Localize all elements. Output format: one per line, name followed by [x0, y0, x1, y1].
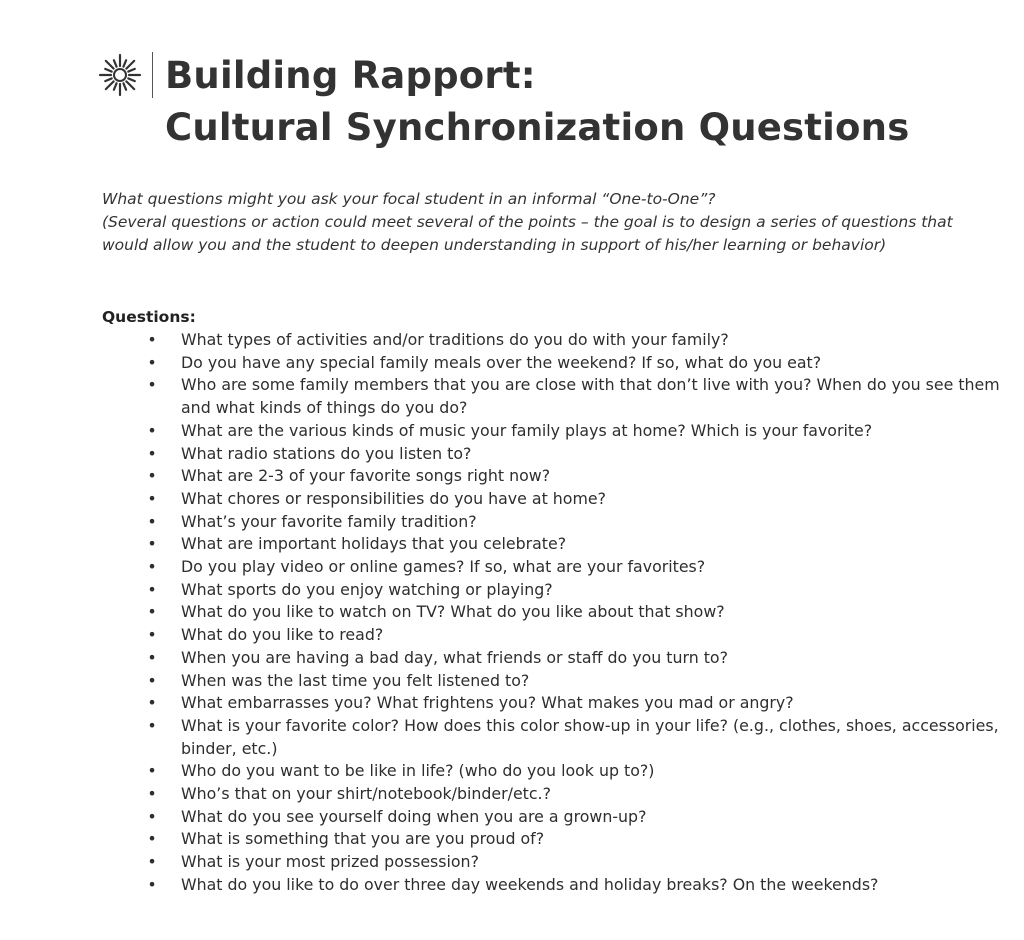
bullet-icon: •	[147, 579, 157, 599]
bullet-icon: •	[147, 670, 157, 690]
bullet-icon: •	[147, 488, 157, 508]
logo-ray	[128, 69, 134, 72]
question-text: What are the various kinds of music your family plays at home? Which is your favorite?	[181, 420, 873, 440]
title-line-2: Cultural Synchronization Questions	[165, 106, 910, 149]
question-text: What do you like to do over three day weekends and holiday breaks? On the weekends?	[181, 874, 879, 894]
bullet-icon: •	[147, 330, 157, 349]
question-text: Who are some family members that you are close with that don’t live with you? When do you see them and what kinds of things do you do?	[181, 375, 1000, 418]
question-text: What chores or responsibilities do you have at home?	[181, 488, 606, 508]
question-item	[102, 374, 1002, 419]
question-item	[102, 579, 1002, 602]
bullet-icon: •	[147, 511, 157, 531]
intro-line-2: (Several questions or action could meet several of the points – the goal is to design a series of questions that would allow you and the student to deepen understanding in support of his/her learning or behavior)	[102, 213, 953, 254]
question-text: When you are having a bad day, what friends or staff do you turn to?	[181, 647, 728, 667]
question-text: What is something that you are you proud of?	[181, 829, 545, 849]
question-item	[102, 828, 1002, 851]
question-item	[102, 715, 1002, 760]
document-header	[98, 50, 909, 154]
question-text: What are important holidays that you celebrate?	[181, 534, 567, 554]
question-text: What types of activities and/or traditions do you do with your family?	[181, 330, 729, 349]
question-item	[102, 806, 1002, 829]
question-item	[102, 329, 1002, 352]
question-text: What do you see yourself doing when you are a grown-up?	[181, 806, 647, 826]
logo-ray	[126, 81, 134, 89]
intro-paragraph	[102, 188, 1002, 257]
bullet-icon: •	[147, 852, 157, 872]
logo-ray	[123, 60, 126, 66]
bullet-icon: •	[147, 761, 157, 781]
bullet-icon: •	[147, 375, 157, 395]
questions-list	[102, 329, 1002, 897]
question-item	[102, 624, 1002, 647]
logo-ray	[105, 78, 111, 81]
question-text: What sports do you enjoy watching or playing?	[181, 579, 553, 599]
bullet-icon: •	[147, 829, 157, 849]
question-text: What is your most prized possession?	[181, 852, 479, 872]
question-item	[102, 443, 1002, 466]
title-line-1: Building Rapport:	[165, 54, 536, 97]
question-item	[102, 352, 1002, 375]
bullet-icon: •	[147, 534, 157, 554]
question-text: What are 2-3 of your favorite songs right now?	[181, 466, 551, 486]
question-text: What radio stations do you listen to?	[181, 443, 472, 463]
question-text: Who do you want to be like in life? (who do you look up to?)	[181, 761, 655, 781]
bullet-icon: •	[147, 602, 157, 622]
question-text: When was the last time you felt listened to?	[181, 670, 530, 690]
question-item	[102, 511, 1002, 534]
bullet-icon: •	[147, 557, 157, 577]
bullet-icon: •	[147, 806, 157, 826]
question-item	[102, 670, 1002, 693]
logo-ray	[123, 83, 126, 89]
header-divider	[152, 52, 153, 98]
question-text: Who’s that on your shirt/notebook/binder/etc.?	[181, 784, 551, 804]
intro-line-1: What questions might you ask your focal student in an informal “One-to-One”?	[102, 190, 716, 208]
question-item	[102, 488, 1002, 511]
bullet-icon: •	[147, 693, 157, 713]
bullet-icon: •	[147, 715, 157, 735]
question-text: What do you like to read?	[181, 625, 384, 645]
question-item	[102, 760, 1002, 783]
page-title	[165, 50, 909, 154]
question-item	[102, 420, 1002, 443]
logo-ray	[105, 69, 111, 72]
question-item	[102, 783, 1002, 806]
bullet-icon: •	[147, 420, 157, 440]
question-text: What is your favorite color? How does this color show-up in your life? (e.g., clothes, shoes, accessories, binder, etc.)	[181, 715, 999, 758]
question-item	[102, 851, 1002, 874]
question-item	[102, 465, 1002, 488]
question-text: What do you like to watch on TV? What do you like about that show?	[181, 602, 725, 622]
question-text: Do you have any special family meals over the weekend? If so, what do you eat?	[181, 352, 822, 372]
question-item	[102, 874, 1002, 897]
logo-ray	[126, 61, 134, 69]
question-text: What embarrasses you? What frightens you? What makes you mad or angry?	[181, 693, 794, 713]
logo-ray	[106, 61, 114, 69]
question-item	[102, 647, 1002, 670]
sunburst-icon	[98, 53, 142, 97]
question-item	[102, 601, 1002, 624]
question-item	[102, 692, 1002, 715]
logo-ray	[128, 78, 134, 81]
bullet-icon: •	[147, 784, 157, 804]
logo-ray	[114, 60, 117, 66]
logo-ray	[114, 83, 117, 89]
question-item	[102, 533, 1002, 556]
bullet-icon: •	[147, 352, 157, 372]
bullet-icon: •	[147, 466, 157, 486]
questions-heading: Questions:	[102, 308, 196, 326]
question-text: What’s your favorite family tradition?	[181, 511, 477, 531]
bullet-icon: •	[147, 647, 157, 667]
logo-ray	[106, 81, 114, 89]
question-item	[102, 556, 1002, 579]
question-text: Do you play video or online games? If so, what are your favorites?	[181, 557, 706, 577]
bullet-icon: •	[147, 443, 157, 463]
bullet-icon: •	[147, 625, 157, 645]
bullet-icon: •	[147, 874, 157, 894]
